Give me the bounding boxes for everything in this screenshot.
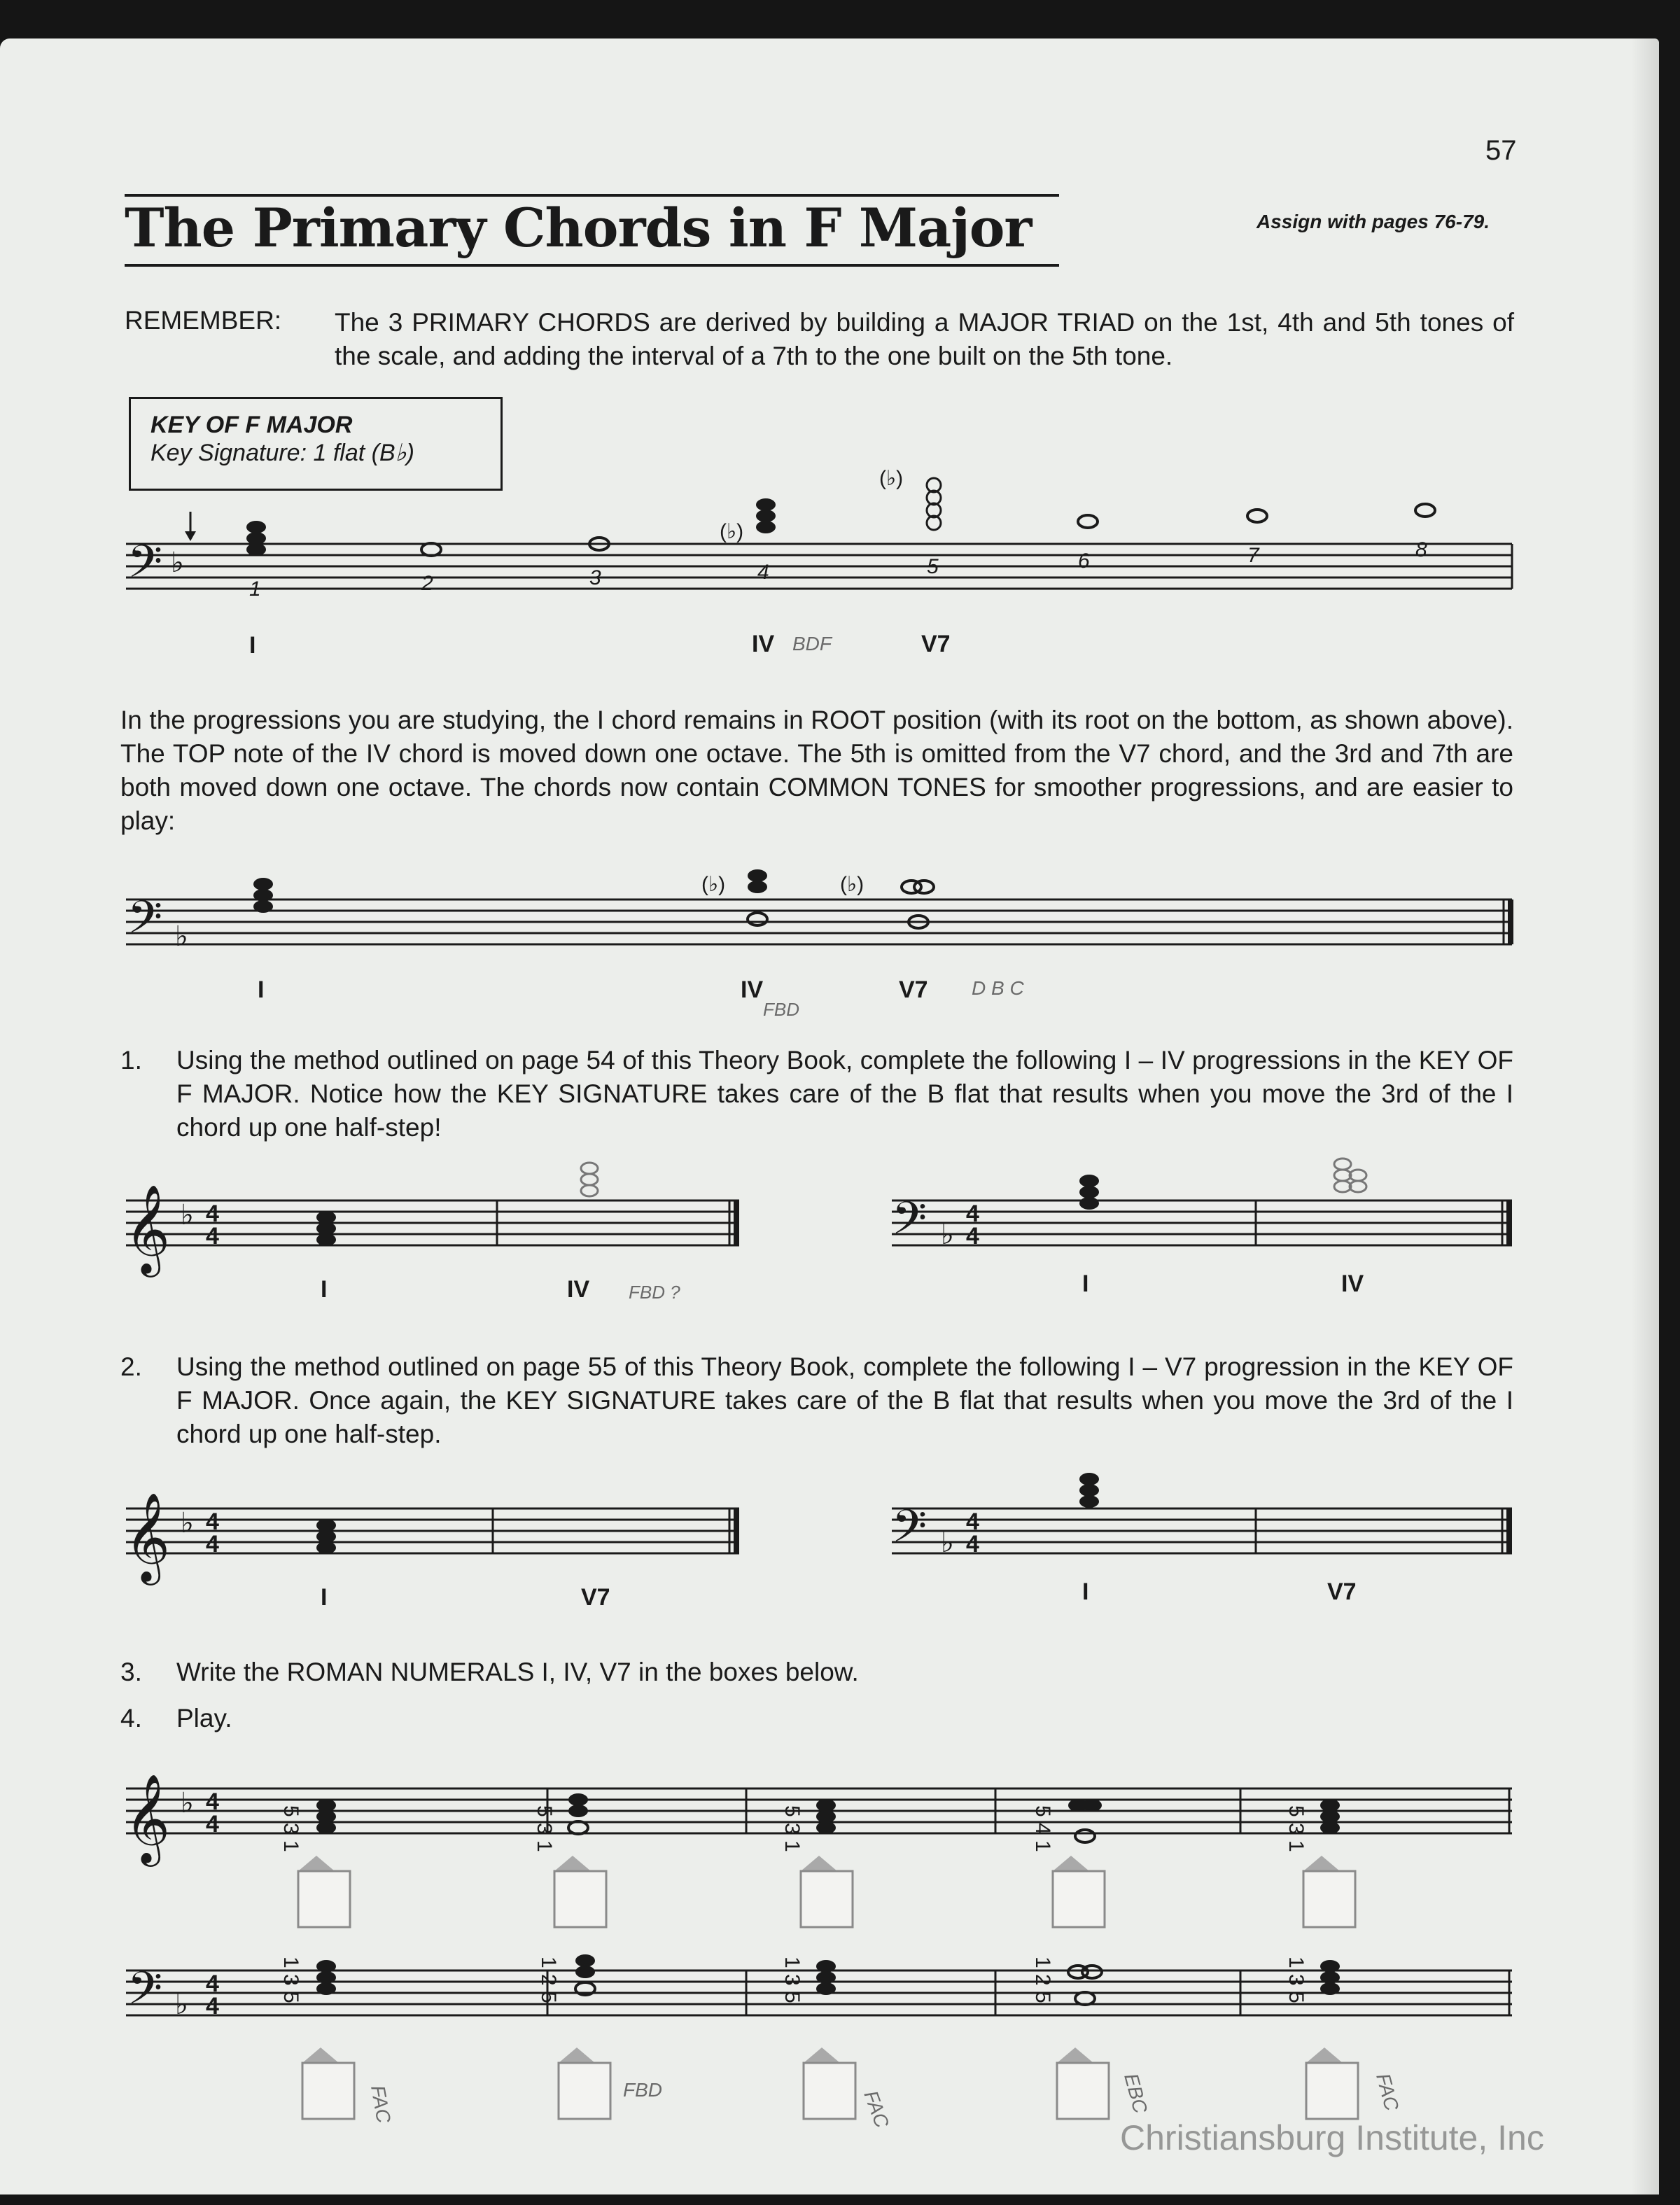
bass-clef-icon: 𝄢	[127, 536, 163, 598]
chord-label-I: I	[321, 1276, 328, 1303]
flat-sign-icon: ♭	[941, 1527, 954, 1558]
chord-label-I: I	[321, 1584, 328, 1611]
chord-I-notes	[316, 1211, 336, 1246]
chord-label-I: I	[1082, 1270, 1089, 1297]
exercise-number: 2.	[120, 1352, 142, 1381]
bass-clef-icon: 𝄢	[892, 1501, 927, 1562]
flat-sign-icon: (♭)	[720, 520, 744, 543]
fingering: 1 3 5	[279, 1956, 302, 2003]
time-signature-top: 4	[966, 1200, 979, 1227]
exercise-2-staves	[119, 1460, 1519, 1628]
pencil-note: FBD	[763, 999, 799, 1020]
flat-sign-icon: (♭)	[840, 873, 864, 896]
flat-sign-icon: ♭	[175, 921, 188, 952]
pencil-note: FBD	[623, 2079, 662, 2101]
fingering: 5 3 1	[1284, 1805, 1308, 1852]
bass-clef-icon: 𝄢	[127, 892, 163, 953]
time-signature-bottom: 4	[966, 1531, 979, 1558]
chord-label-V7: V7	[899, 976, 928, 1003]
chord-IV-notes	[748, 869, 767, 925]
chord-label-I: I	[258, 976, 265, 1003]
key-box-subtitle: Key Signature: 1 flat (B♭)	[150, 440, 414, 466]
scale-degree-4: 4	[757, 561, 769, 584]
pencil-note: FAC	[860, 2087, 893, 2131]
fingering: 1 3 5	[1284, 1956, 1308, 2003]
page-number: 57	[1485, 135, 1517, 166]
assign-note: Assign with pages 76-79.	[1256, 211, 1490, 232]
time-signature-bottom: 4	[206, 1811, 219, 1837]
fingering: 5 3 1	[279, 1805, 302, 1852]
remember-text: The 3 PRIMARY CHORDS are derived by building a MAJOR TRIAD on the 1st, 4th and 5th tones of the scale, and adding the interval of a 7th to the one built on the 5th tone.	[335, 308, 1514, 370]
title-rule-bottom	[125, 264, 1059, 267]
bass-clef-icon: 𝄢	[127, 1963, 163, 2024]
pencil-chord	[581, 1163, 598, 1196]
flat-sign-icon: (♭)	[701, 873, 726, 896]
chord-label-V7: V7	[921, 631, 951, 657]
key-signature-box	[129, 397, 503, 491]
scale-degree-3: 3	[589, 566, 601, 589]
time-signature-bottom: 4	[206, 1223, 219, 1250]
scale-degree-7: 7	[1247, 544, 1259, 567]
fingering: 1 3 5	[780, 1956, 804, 2003]
bass-clef-icon: 𝄢	[892, 1193, 927, 1254]
flat-sign-icon: ♭	[181, 1200, 194, 1231]
progressions-paragraph: In the progressions you are studying, the I chord remains in ROOT position (with its root on the bottom, as shown above). The TOP note of the IV chord is moved down one octave. The 5th is omitted from the V7 chord, and the 3rd and 7th are both moved down one octave. The chords now contain COMMON TONES for smoother progressions, and are easier to play:	[120, 706, 1513, 835]
pencil-chord	[1334, 1158, 1366, 1192]
play-bass-chords	[316, 1954, 1340, 2005]
exercise-text: Play.	[176, 1704, 232, 1732]
workbook-page	[0, 38, 1659, 2194]
exercise-1-staves	[119, 1152, 1519, 1320]
chord-label-I: I	[249, 632, 256, 659]
chord-V7-letters	[927, 478, 941, 530]
fingering: 5 4 1	[1031, 1805, 1054, 1852]
fingering: 1 2 5	[1031, 1956, 1054, 2003]
scale-whole-notes	[421, 504, 1435, 556]
chord-IV-notes	[756, 498, 776, 533]
fingering: 5 3 1	[533, 1805, 556, 1852]
chord-label-V7: V7	[1327, 1578, 1357, 1605]
exercise-text: Using the method outlined on page 54 of this Theory Book, complete the following I – IV progressions in the KEY OF F MAJOR. Notice how the KEY SIGNATURE takes care of the B flat that results when you move the 3rd of the I chord up one half-step!	[176, 1046, 1513, 1142]
fingering: 1 2 5	[537, 1956, 560, 2003]
chord-I-notes	[246, 521, 266, 556]
flat-sign-icon: ♭	[941, 1219, 954, 1250]
treble-clef-icon: 𝄞	[125, 1775, 171, 1861]
page-edge-shadow	[1631, 38, 1659, 2194]
chord-I-notes	[316, 1519, 336, 1554]
chord-I-notes	[1079, 1473, 1099, 1508]
pencil-note: FBD ?	[629, 1282, 680, 1303]
chord-label-IV: IV	[752, 631, 775, 657]
answer-boxes-bass[interactable]	[302, 2047, 1358, 2119]
exercise-number: 4.	[120, 1704, 142, 1732]
scale-degree-1: 1	[249, 578, 261, 601]
exercise-text: Using the method outlined on page 55 of this Theory Book, complete the following I – V7 progression in the KEY OF F MAJOR. Once again, the KEY SIGNATURE takes care of the B flat that results when you move the 3rd of the I chord up one half-step.	[176, 1352, 1513, 1448]
exercise-text: Write the ROMAN NUMERALS I, IV, V7 in the boxes below.	[176, 1658, 859, 1686]
chord-I-notes	[253, 878, 273, 913]
remember-label: REMEMBER:	[125, 306, 282, 335]
scale-degree-6: 6	[1078, 550, 1090, 573]
time-signature-top: 4	[206, 1200, 219, 1227]
time-signature-bottom: 4	[966, 1223, 979, 1250]
flat-sign-icon: ♭	[171, 547, 184, 578]
key-box-title: KEY OF F MAJOR	[150, 412, 353, 438]
flat-sign-icon: ♭	[181, 1788, 194, 1819]
chord-label-IV: IV	[741, 976, 764, 1003]
exercise-number: 3.	[120, 1658, 142, 1686]
pencil-note: FAC	[367, 2083, 395, 2125]
chord-label-IV: IV	[1341, 1270, 1364, 1297]
time-signature-bottom: 4	[206, 1531, 219, 1558]
exercise-number: 1.	[120, 1046, 142, 1074]
pencil-note: EBC	[1120, 2071, 1152, 2116]
pencil-note: D B C	[972, 977, 1024, 999]
fingering: 5 3 1	[780, 1805, 804, 1852]
scale-degree-8: 8	[1415, 538, 1427, 561]
scale-degree-2: 2	[421, 572, 433, 595]
chord-label-IV: IV	[567, 1276, 590, 1303]
answer-boxes-treble[interactable]	[298, 1856, 1355, 1927]
staff-scale-chords	[119, 467, 1519, 682]
pencil-note: FAC	[1372, 2071, 1404, 2113]
time-signature-bottom: 4	[206, 1993, 219, 2019]
flat-sign-icon: ♭	[175, 1989, 188, 2020]
chord-label-I: I	[1082, 1578, 1089, 1605]
key-arrow-head	[185, 531, 196, 541]
time-signature-top: 4	[206, 1970, 219, 1997]
flat-sign-icon: (♭)	[879, 467, 904, 490]
treble-clef-icon: 𝄞	[125, 1186, 171, 1272]
page-title: The Primary Chords in F Major	[125, 197, 1032, 259]
play-staves	[119, 1746, 1519, 2152]
treble-clef-icon: 𝄞	[125, 1494, 171, 1580]
time-signature-top: 4	[966, 1508, 979, 1535]
time-signature-top: 4	[206, 1788, 219, 1815]
time-signature-top: 4	[206, 1508, 219, 1535]
chord-label-V7: V7	[581, 1584, 610, 1611]
staff-progression	[119, 858, 1519, 1018]
watermark: Christiansburg Institute, Inc	[1120, 2118, 1544, 2157]
chord-I-notes	[1079, 1175, 1099, 1210]
flat-sign-icon: ♭	[181, 1508, 194, 1539]
pencil-note: BDF	[792, 633, 832, 654]
scale-degree-5: 5	[927, 555, 939, 578]
